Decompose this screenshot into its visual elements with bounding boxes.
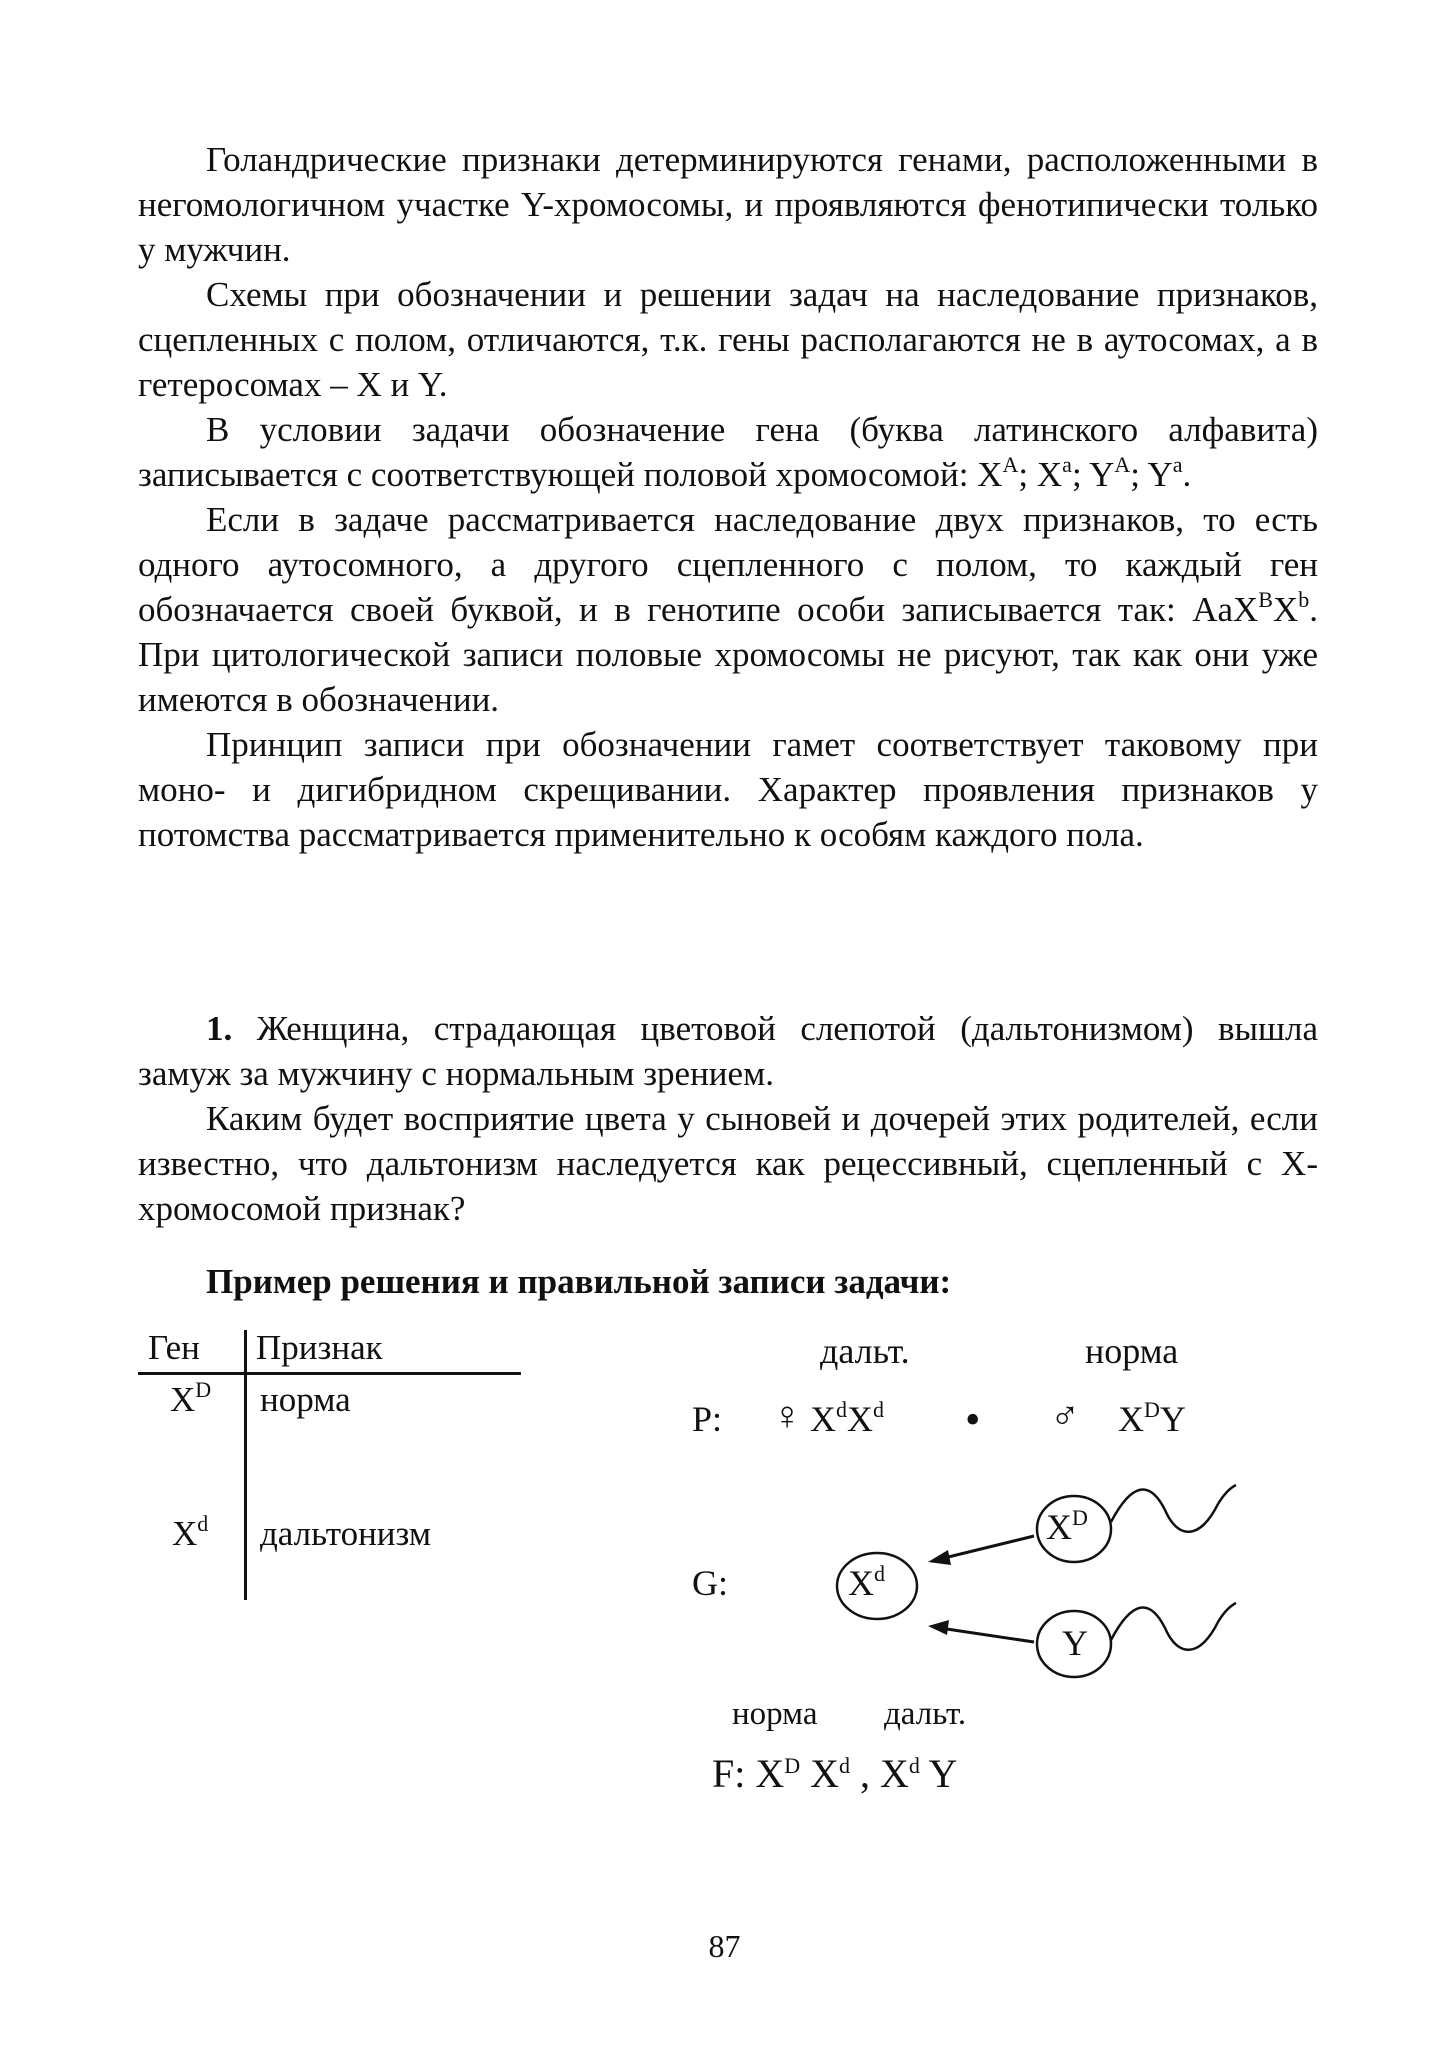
arrow-2-head-icon bbox=[928, 1620, 949, 1635]
paragraph-1: Голандрические признаки детерминируются генами, расположенными в негомологичном участке Y-хромосомы, и проявляются фенотипически только у мужчин. bbox=[138, 140, 1318, 269]
paragraph-2: Схемы при обозначении и решении задач на наследование признаков, сцепленных с полом, отличаются, т.к. гены располагаются не в аутосомах, а в гетеросомах – X и Y. bbox=[138, 275, 1318, 404]
female-symbol-icon: ♀ bbox=[772, 1393, 802, 1438]
cross-symbol-icon: • bbox=[965, 1395, 981, 1444]
egg-gamete: $X^d$ bbox=[848, 1561, 885, 1603]
son-phenotype-label: дальт. bbox=[884, 1696, 967, 1732]
task-number: 1. bbox=[206, 1009, 233, 1048]
gene-dominant: $X^D$ bbox=[170, 1377, 212, 1419]
offspring-row: F: $X^D$ $X^d$ , $X^d$ Y bbox=[712, 1751, 958, 1796]
task-question: Каким будет восприятие цвета у сыновей и дочерей этих родителей, если известно, что дальтонизм наследуется как рецессивный, сцепленный с X-хромосомой признак? bbox=[138, 1099, 1318, 1228]
male-genotype: $X^DY$ bbox=[1118, 1397, 1186, 1439]
example-heading: Пример решения и правильной записи задачи: bbox=[206, 1262, 952, 1301]
daughter-phenotype-label: норма bbox=[732, 1696, 818, 1732]
gametes-label: G: bbox=[692, 1563, 728, 1603]
sperm-tail-1-icon bbox=[1111, 1485, 1236, 1532]
paragraph-3-text: В условии задачи обозначение гена (буква латинского алфавита) записывается с соответствующей половой хромосомой: bbox=[138, 410, 1318, 494]
gene-recessive: $X^d$ bbox=[172, 1511, 209, 1553]
sperm-gamete-x: $X^D$ bbox=[1046, 1505, 1088, 1547]
trait-column-header: Признак bbox=[256, 1328, 383, 1367]
offspring-label: F: bbox=[712, 1751, 746, 1796]
sperm-gamete-y: Y bbox=[1062, 1623, 1088, 1663]
trait-colorblind: дальтонизм bbox=[260, 1514, 432, 1553]
gene-notation: $X^A$; $X^a$; $Y^A$; $Y^a$. bbox=[977, 452, 1192, 494]
arrow-2-icon bbox=[940, 1628, 1034, 1642]
parents-label: P: bbox=[692, 1399, 723, 1439]
page-number: 87 bbox=[708, 1928, 741, 1964]
gene-column-header: Ген bbox=[148, 1328, 200, 1367]
son-genotype: $X^d$ Y bbox=[880, 1751, 958, 1796]
trait-normal: норма bbox=[260, 1380, 351, 1419]
arrow-1-icon bbox=[940, 1536, 1034, 1559]
genotype-notation: $AaX^BX^b$ bbox=[1192, 587, 1310, 629]
task-statement: 1. Женщина, страдающая цветовой слепотой (дальтонизмом) вышла замуж за мужчину с нормальным зрением. bbox=[138, 1009, 1318, 1093]
female-genotype: $X^dX^d$ bbox=[810, 1397, 884, 1439]
sperm-tail-2-icon bbox=[1111, 1603, 1236, 1650]
female-phenotype-label: дальт. bbox=[820, 1331, 910, 1371]
paragraph-4: Если в задаче рассматривается наследование двух признаков, то есть одного аутосомного, а другого сцепленного с полом, то каждый ген обозначается своей буквой, и в генотипе особи записывается так: $AaX^BX^b$. При цитологической записи половые хромосомы не рисуют, так как они уже имеются в обозначении. bbox=[138, 500, 1318, 719]
paragraph-5: Принцип записи при обозначении гамет соответствует таковому при моно- и дигибридном скрещивании. Характер проявления признаков у потомства рассматривается применительно к особям каждого пола. bbox=[138, 725, 1318, 854]
male-symbol-icon: ♂ bbox=[1050, 1393, 1080, 1438]
daughter-genotype: $X^D$ $X^d$ bbox=[755, 1751, 851, 1796]
male-phenotype-label: норма bbox=[1085, 1331, 1179, 1371]
arrow-1-head-icon bbox=[928, 1550, 951, 1565]
